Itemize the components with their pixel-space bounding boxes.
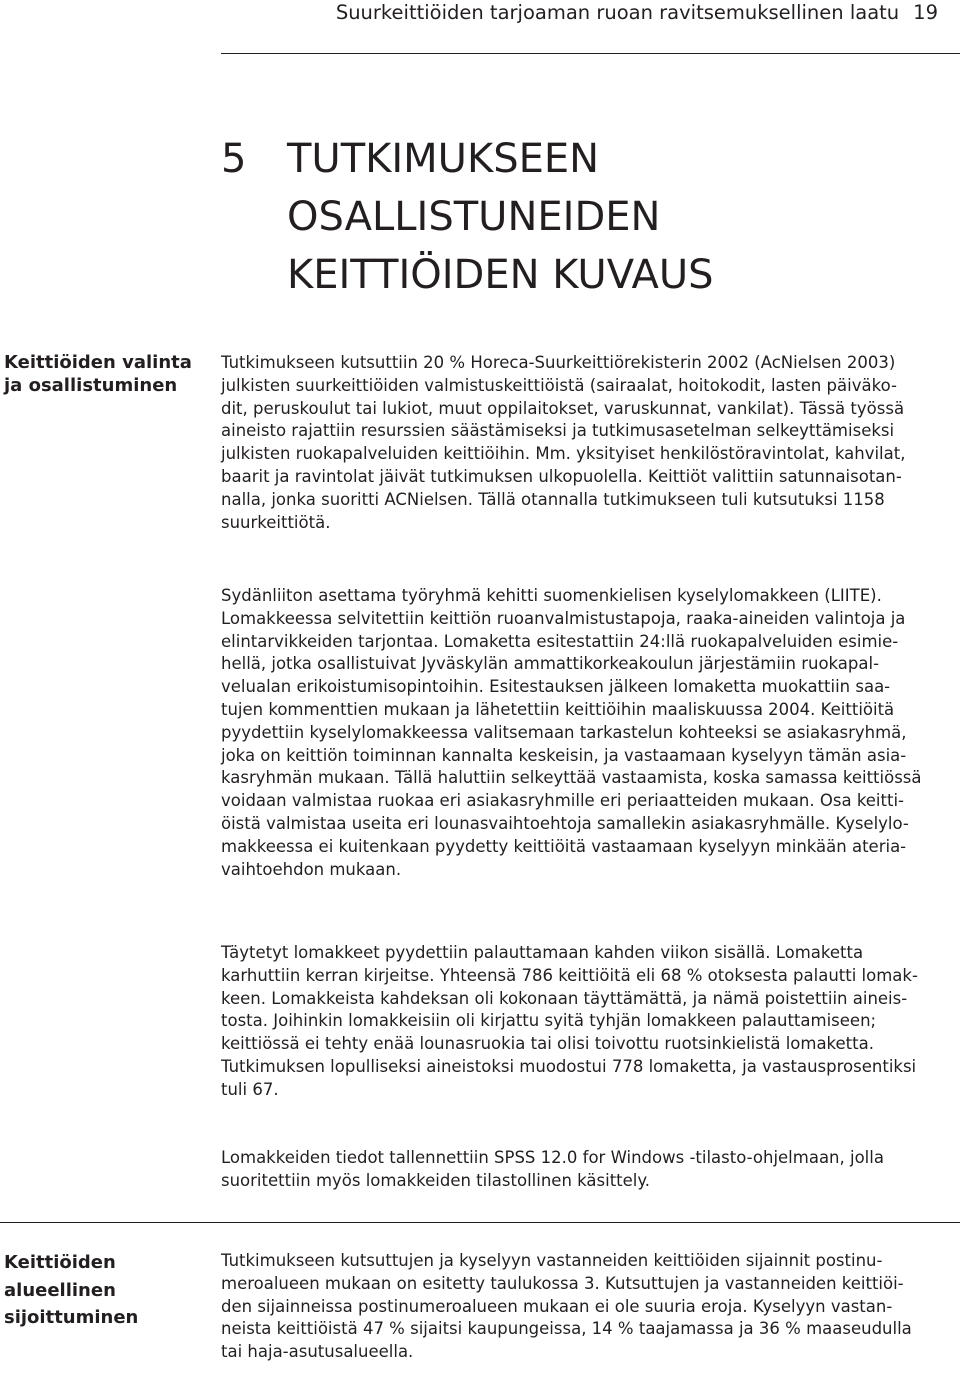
chapter-title [287,130,951,304]
text-line: tai haja-asutusalueella. [221,1342,414,1362]
chapter-heading [221,130,951,304]
text-line: keittiössä ei tehty enää lounasruokia tai olisi toivottu ruotsinkielistä lomaketta. [221,1034,874,1054]
chapter-title-line: KEITTIÖIDEN KUVAUS [287,252,714,298]
chapter-title-line: OSALLISTUNEIDEN [287,194,661,240]
side-heading-line: Keittiöiden [4,1252,116,1273]
text-line: suurkeittiötä. [221,512,331,532]
text-line: Lomakkeessa selvitettiin keittiön ruoanvalmistustapoja, raaka-aineiden valintoja ja [221,608,906,628]
running-header-title: Suurkeittiöiden tarjoaman ruoan ravitsemuksellinen laatu [335,1,900,24]
text-line: voidaan valmistaa ruokaa eri asiakasryhmille eri periaatteiden mukaan. Osa keitti- [221,791,904,811]
text-line: vaihtoehdon mukaan. [221,859,402,879]
text-line: elintarvikkeiden tarjontaa. Lomaketta esitestattiin 24:llä ruokapalveluiden esimie- [221,631,899,651]
text-line: öistä valmistaa useita eri lounasvaihtoehtoja samallekin asiakasryhmälle. Kyselylo- [221,813,909,833]
text-line: kasryhmän mukaan. Tällä haluttiin selkeyttää vastaamista, koska samassa keittiössä [221,768,922,788]
page-number: 19 [913,1,938,24]
paragraph-spss [221,1147,959,1193]
text-line: baarit ja ravintolat jäivät tutkimuksen ulkopuolella. Keittiöt valittiin satunnaisotan- [221,466,902,486]
running-header [336,1,938,24]
side-heading-line: alueellinen [4,1279,116,1301]
text-line: Tutkimukseen kutsuttiin 20 % Horeca-Suurkeittiörekisterin 2002 (AcNielsen 2003) [221,353,896,372]
paragraph-regional [221,1250,959,1364]
text-line: Tutkimuksen lopulliseksi aineistoksi muodostui 778 lomaketta, ja vastausprosentiksi [221,1056,917,1076]
text-line: hellä, jotka osallistuivat Jyväskylän ammattikorkeakoulun järjestämiin ruokapal- [221,654,880,674]
text-line: nalla, jonka suoritti ACNielsen. Tällä otannalla tutkimukseen tuli kutsutuksi 1158 [221,489,885,509]
text-line: suoritettiin myös lomakkeiden tilastollinen käsittely. [221,1170,651,1190]
text-line: pyydettiin kyselylomakkeessa valitsemaan tarkastelun kohteeksi se asiakasryhmä, [221,722,907,742]
text-line: neista keittiöistä 47 % sijaitsi kaupungeissa, 14 % taajamassa ja 36 % maaseudulla [221,1319,912,1339]
text-line: aineisto rajattiin resurssien säästämiseksi ja tutkimusasetelman selkeyttämiseksi [221,421,895,441]
text-line: julkisten ruokapalveluiden keittiöihin. Mm. yksityiset henkilöstöravintolat, kahvilat, [221,444,906,464]
text-line: Lomakkeiden tiedot tallennettiin SPSS 12.0 for Windows -tilasto-ohjelmaan, jolla [221,1148,884,1167]
side-heading-selection [4,352,204,398]
text-line: Tutkimukseen kutsuttujen ja kyselyyn vastanneiden keittiöiden sijainnit postinu- [221,1251,883,1270]
paragraph-sampling [221,352,959,534]
chapter-number: 5 [221,136,247,182]
chapter-title-line: TUTKIMUKSEEN [287,136,600,182]
text-line: Täytetyt lomakkeet pyydettiin palauttamaan kahden viikon sisällä. Lomaketta [221,943,864,962]
text-line: keen. Lomakkeista kahdeksan oli kokonaan täyttämättä, ja nämä poistettiin aineis- [221,988,908,1008]
paragraph-returns [221,942,959,1102]
text-line: makkeessa ei kuitenkaan pyydetty keittiöitä vastaamaan kyselyyn minkään ateria- [221,836,907,856]
text-line: dit, peruskoulut tai lukiot, muut oppilaitokset, varuskunnat, vankilat). Tässä työssä [221,398,905,418]
side-heading-regional [4,1249,204,1332]
text-line: velualan erikoistumisopintoihin. Esitestauksen jälkeen lomaketta muokattiin saa- [221,677,891,697]
text-line: tuli 67. [221,1079,279,1099]
header-rule [221,53,960,54]
paragraph-questionnaire [221,585,959,881]
text-line: joka on keittiön toiminnan kannalta keskeisin, ja vastaamaan kyselyyn tämän asia- [221,745,907,765]
text-line: karhuttiin kerran kirjeitse. Yhteensä 786 keittiöitä eli 68 % otoksesta palautti lomak- [221,965,918,985]
text-line: meroalueen mukaan on esitetty taulukossa 3. Kutsuttujen ja vastanneiden keittiöi- [221,1273,904,1293]
side-heading-line: ja osallistuminen [4,374,178,396]
text-line: tosta. Joihinkin lomakkeisiin oli kirjattu syitä tyhjän lomakkeen palauttamiseen; [221,1011,877,1031]
section-rule [0,1222,960,1223]
side-heading-line: Keittiöiden valinta [4,352,192,373]
text-line: den sijainneissa postinumeroalueen mukaan ei ole suuria eroja. Kyselyyn vastan- [221,1296,893,1316]
text-line: Sydänliiton asettama työryhmä kehitti suomenkielisen kyselylomakkeen (LIITE). [221,586,882,605]
text-line: tujen kommenttien mukaan ja lähetettiin keittiöihin maaliskuussa 2004. Keittiöitä [221,699,895,719]
side-heading-line: sijoittuminen [4,1307,139,1328]
text-line: julkisten suurkeittiöiden valmistuskeittiöistä (sairaalat, hoitokodit, lasten päiväko- [221,375,897,395]
